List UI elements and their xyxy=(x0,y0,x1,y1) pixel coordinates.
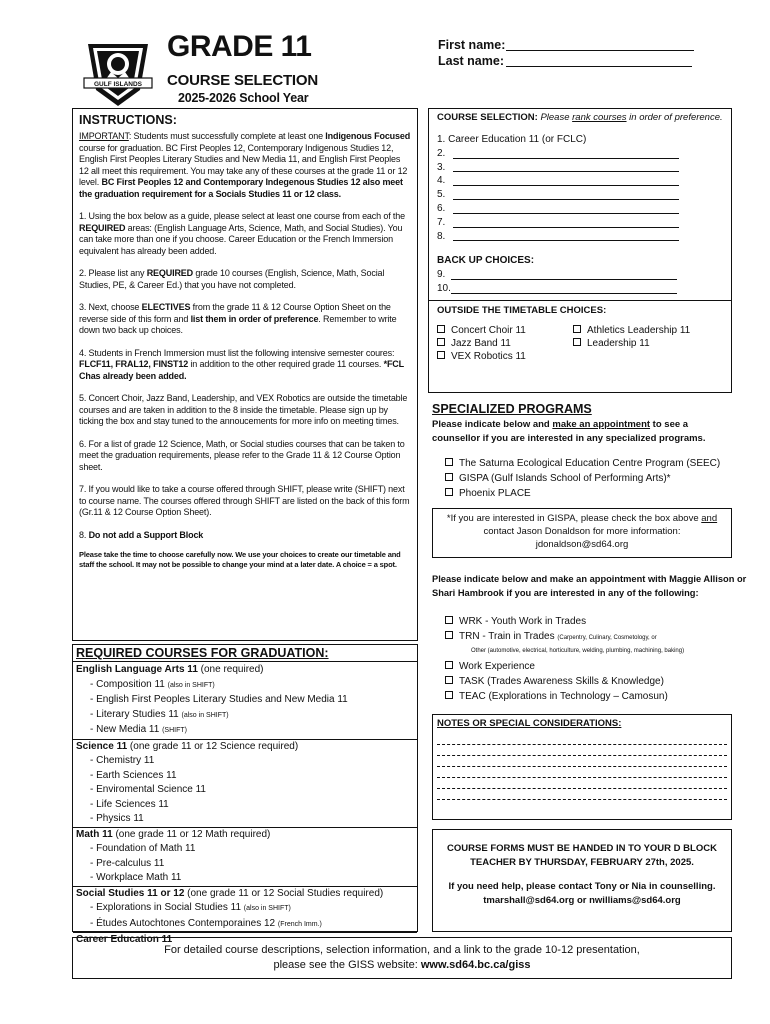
notes-box xyxy=(432,714,732,820)
selection-line-number: 2. xyxy=(437,147,446,159)
required-heading: REQUIRED COURSES FOR GRADUATION: xyxy=(73,646,417,662)
instructions-heading: INSTRUCTIONS: xyxy=(79,113,177,127)
backup-line-number: 10. xyxy=(437,282,451,294)
course-selection-box xyxy=(428,108,732,393)
outside-heading: OUTSIDE THE TIMETABLE CHOICES: xyxy=(437,304,607,316)
selection-line[interactable] xyxy=(437,147,723,161)
program-trn[interactable]: TRN - Train in Trades (Carpentry, Culinary, Cosmetology, or xyxy=(445,629,684,646)
selection-line-number: 6. xyxy=(437,202,446,214)
checkbox[interactable] xyxy=(445,691,453,699)
checkbox[interactable] xyxy=(437,338,445,346)
page-title: GRADE 11 xyxy=(167,30,312,63)
notes-heading: NOTES OR SPECIAL CONSIDERATIONS: xyxy=(437,718,622,729)
course-selection-heading: COURSE SELECTION: Please rank courses in order of preference. xyxy=(437,112,723,123)
selection-line[interactable] xyxy=(437,216,723,230)
backup-line[interactable] xyxy=(437,282,723,296)
checkbox[interactable] xyxy=(445,473,453,481)
instruction-1: 1. Using the box below as a guide, please select at least one course from each of the REQUIRED areas: (English Language Arts, Science, Math, and Social Studies). You can take more than one if you choose. Career Education or the French Immersion equivalent has already been added. xyxy=(79,211,405,256)
social-studies-group: Social Studies 11 or 12 (one grade 11 or 12 Social Studies required) xyxy=(73,886,417,902)
outside-timetable-box xyxy=(429,300,731,363)
program-task[interactable]: TASK (Trades Awareness Skills & Knowledge) xyxy=(445,674,684,689)
outside-choice-vex-robotics[interactable]: VEX Robotics 11 xyxy=(437,350,573,363)
outside-choice-concert-choir[interactable]: Concert Choir 11 xyxy=(437,324,573,337)
help-emails: tmarshall@sd64.org or nwilliams@sd64.org xyxy=(483,894,681,906)
checkbox[interactable] xyxy=(445,631,453,639)
last-name-label: Last name: xyxy=(438,54,504,68)
specialized-heading: SPECIALIZED PROGRAMS xyxy=(432,402,592,416)
science-item: - Physics 11 xyxy=(90,813,144,824)
selection-line[interactable] xyxy=(437,230,723,244)
help-text: If you need help, please contact Tony or Nia in counselling. xyxy=(448,881,716,892)
footer-box xyxy=(72,937,732,979)
gispa-info-box: *If you are interested in GISPA, please check the box above and contact Jason Donaldson for more information: jdonaldson@sd64.org xyxy=(432,508,732,558)
outside-choice-leadership[interactable]: Leadership 11 xyxy=(573,337,690,350)
program-phoenix-place[interactable]: Phoenix PLACE xyxy=(445,486,720,501)
notes-line[interactable] xyxy=(437,756,727,767)
science-item: - Enviromental Science 11 xyxy=(90,784,206,795)
checkbox[interactable] xyxy=(573,325,581,333)
last-name-field[interactable] xyxy=(506,66,692,67)
career-education: Career Education 11 xyxy=(73,932,417,948)
selection-line-field[interactable] xyxy=(453,190,679,200)
program-teac[interactable]: TEAC (Explorations in Technology – Camosun) xyxy=(445,689,684,704)
trades-intro: Please indicate below and make an appointment with Maggie Allison or Shari Hambrook if you are interested in any of the following: xyxy=(432,574,747,598)
notes-line[interactable] xyxy=(437,789,727,800)
footer-line-2: please see the GISS website: www.sd64.bc.ca/giss xyxy=(273,959,531,971)
ela-item: - New Media 11 (SHIFT) xyxy=(90,724,187,735)
giss-website-link[interactable]: www.sd64.bc.ca/giss xyxy=(420,959,531,971)
selection-line-number: 8. xyxy=(437,230,446,242)
selection-line-field[interactable] xyxy=(453,231,679,241)
deadline-text: COURSE FORMS MUST BE HANDED IN TO YOUR D BLOCK TEACHER BY THURSDAY, FEBRUARY 27th, 2025. xyxy=(447,843,717,868)
checkbox[interactable] xyxy=(445,458,453,466)
selection-item-1: 1. Career Education 11 (or FCLC) xyxy=(437,134,587,145)
backup-line-field[interactable] xyxy=(451,284,677,294)
first-name-field[interactable] xyxy=(506,50,694,51)
ela-item: - Composition 11 (also in SHIFT) xyxy=(90,678,215,690)
selection-line[interactable] xyxy=(437,174,723,188)
logo-text: GULF ISLANDS xyxy=(93,81,143,88)
ela-group: English Language Arts 11 (one required) xyxy=(76,664,264,675)
math-group: Math 11 (one grade 11 or 12 Math required) xyxy=(73,827,417,843)
backup-line-number: 9. xyxy=(437,269,446,281)
checkbox[interactable] xyxy=(445,676,453,684)
instruction-note: Please take the time to choose carefully now. We use your choices to create our timetable and staff the school. It may not be possible to change your mind at a later date. A choice = a spot. xyxy=(79,550,401,569)
program-wrk[interactable]: WRK - Youth Work in Trades xyxy=(445,614,684,629)
instruction-3: 3. Next, choose ELECTIVES from the grade 11 & 12 Course Option Sheet on the reverse side of this form and list them in order of preference. Remember to write down two back up choices. xyxy=(79,302,397,335)
notes-line[interactable] xyxy=(437,778,727,789)
checkbox[interactable] xyxy=(445,616,453,624)
selection-line-field[interactable] xyxy=(453,176,679,186)
notes-line[interactable] xyxy=(437,745,727,756)
selection-line-field[interactable] xyxy=(453,204,679,214)
math-item: - Workplace Math 11 xyxy=(90,872,182,883)
deadline-box xyxy=(432,829,732,932)
instruction-2: 2. Please list any REQUIRED grade 10 courses (English, Science, Math, Social Studies, PE, & Career Ed.) that you have not completed. xyxy=(79,268,385,290)
program-gispa[interactable]: GISPA (Gulf Islands School of Performing Arts)* xyxy=(445,471,720,486)
selection-line-field[interactable] xyxy=(453,218,679,228)
outside-choice-jazz-band[interactable]: Jazz Band 11 xyxy=(437,337,573,350)
science-item: - Life Sciences 11 xyxy=(90,798,169,810)
math-item: - Pre-calculus 11 xyxy=(90,857,165,869)
selection-line[interactable] xyxy=(437,161,723,175)
instruction-5: 5. Concert Choir, Jazz Band, Leadership, and VEX Robotics are outside the timetable courses and are taken in addition to the 8 inside the timetable. Please sign up by ticking the box and stay tuned to the annoucements for more info on meeting times. xyxy=(79,393,408,426)
notes-line[interactable] xyxy=(437,767,727,778)
required-courses-box xyxy=(72,644,418,945)
ela-item: - Literary Studies 11 (also in SHIFT) xyxy=(90,708,229,720)
backup-line-field[interactable] xyxy=(451,270,677,280)
program-seec[interactable]: The Saturna Ecological Education Centre Program (SEEC) xyxy=(445,456,720,471)
instruction-6: 6. For a list of grade 12 Science, Math, or Social studies courses that can be taken to meet the graduation requirements, please refer to the Grade 11 & 12 Course Option sheet. xyxy=(79,438,405,472)
checkbox[interactable] xyxy=(437,325,445,333)
science-item: - Earth Sciences 11 xyxy=(90,769,177,781)
social-studies-item: - Études Autochtones Contemporaines 12 (French Imm.) xyxy=(90,917,322,929)
social-studies-item: - Explorations in Social Studies 11 (also in SHIFT) xyxy=(90,902,291,913)
backup-heading: BACK UP CHOICES: xyxy=(437,255,535,267)
instruction-important: IMPORTANT: Students must successfully complete at least one Indigenous Focused course for graduation. BC First Peoples 12, Contemporary Indigenous Studies 12, English First Peoples Literary Studies and New Media 11, and English First Peoples 12 all meet this requirement. You may take any of these courses at the grade 11 or 12 level. BC First Peoples 12 and Contemporary Indegenous Studies 12 also meet the graduation requirement for a Socials Studies 11 or 12 class. xyxy=(79,131,411,199)
checkbox[interactable] xyxy=(573,338,581,346)
outside-choice-athletics-leadership[interactable]: Athletics Leadership 11 xyxy=(573,324,690,337)
science-item: - Chemistry 11 xyxy=(90,755,155,766)
math-item: - Foundation of Math 11 xyxy=(90,843,196,854)
checkbox[interactable] xyxy=(445,488,453,496)
selection-line[interactable] xyxy=(437,202,723,216)
program-work-experience[interactable]: Work Experience xyxy=(445,659,684,674)
instruction-8: 8. Do not add a Support Block xyxy=(79,529,204,540)
school-logo xyxy=(78,36,158,108)
selection-line-field[interactable] xyxy=(453,149,679,159)
selection-line-number: 5. xyxy=(437,189,446,201)
notes-line[interactable] xyxy=(437,734,727,745)
backup-line[interactable] xyxy=(437,268,723,282)
checkbox[interactable] xyxy=(445,661,453,669)
selection-line-field[interactable] xyxy=(453,162,679,172)
selection-line-number: 3. xyxy=(437,161,446,173)
school-year: 2025-2026 School Year xyxy=(178,91,309,105)
checkbox[interactable] xyxy=(437,351,445,359)
page-subtitle: COURSE SELECTION xyxy=(167,72,318,89)
ela-item: - English First Peoples Literary Studies and New Media 11 xyxy=(90,694,348,705)
instruction-4: 4. Students in French Immersion must list the following intensive semester coures: FLCF11, FRAL12, FINST12 in addition to the other required grade 11 courses. *FCL Chas already been added. xyxy=(79,347,404,381)
selection-line[interactable] xyxy=(437,188,723,202)
selection-line-number: 7. xyxy=(437,216,446,228)
selection-line-number: 4. xyxy=(437,175,446,187)
trn-other: Other (automotive, electrical, horticulture, welding, plumbing, machining, baking) xyxy=(471,648,685,654)
first-name-label: First name: xyxy=(438,38,506,52)
instruction-7: 7. If you would like to take a course offered through SHIFT, please write (SHIFT) next to course name. The courses offered through SHIFT are listed on the back of this form (Gr.11 & 12 Course Option Sheet). xyxy=(79,484,410,517)
footer-line-1: For detailed course descriptions, selection information, and a link to the grade 10-12 presentation, xyxy=(164,944,640,956)
instructions-box xyxy=(72,108,418,641)
specialized-intro: Please indicate below and make an appointment to see a counsellor if you are interested in any specialized programs. xyxy=(432,419,706,444)
science-group: Science 11 (one grade 11 or 12 Science required) xyxy=(73,739,417,755)
